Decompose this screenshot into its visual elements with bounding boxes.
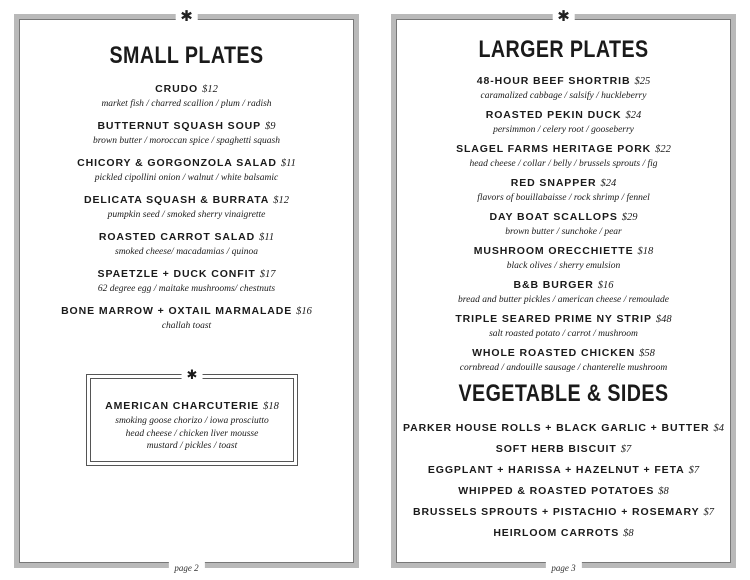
item-price: $17	[259, 269, 276, 280]
item-name: AMERICAN CHARCUTERIE	[105, 400, 260, 412]
side-item	[397, 417, 730, 438]
item-description: brown butter / moroccan spice / spaghetti squash	[93, 136, 280, 146]
item-description: challah toast	[161, 321, 212, 331]
item-name: BUTTERNUT SQUASH SOUP	[97, 120, 262, 132]
item-price: $16	[296, 306, 312, 317]
item-price: $16	[597, 280, 614, 291]
item-description: flavors of bouillabaisse / rock shrimp / fennel	[477, 193, 650, 203]
menu-item	[397, 310, 730, 341]
menu-page-right	[391, 7, 736, 573]
item-price: $7	[688, 465, 700, 476]
item-name: 48-HOUR BEEF SHORTRIB	[476, 75, 631, 87]
item-description: bread and butter pickles / american cheese / remoulade	[458, 295, 669, 305]
item-price: $24	[625, 110, 642, 121]
section-title-vegetable-sides: VEGETABLE & SIDES	[458, 380, 669, 407]
item-price: $18	[263, 401, 279, 412]
item-price: $24	[600, 178, 617, 189]
menu-item	[20, 154, 353, 185]
star-icon: ✱	[552, 7, 575, 25]
item-description: head cheese / chicken liver mousse	[125, 428, 259, 439]
charcuterie-inner	[90, 368, 294, 462]
item-name: ROASTED PEKIN DUCK	[485, 109, 622, 121]
menu-page-left	[14, 7, 359, 573]
item-description: smoked cheese/ macadamias / quinoa	[115, 247, 258, 257]
item-price: $29	[621, 212, 638, 223]
item-description: black olives / sherry emulsion	[506, 261, 621, 271]
item-name: BONE MARROW + OXTAIL MARMALADE	[61, 305, 293, 317]
item-description: cornbread / andouille sausage / chanterelle mushroom	[459, 363, 668, 373]
item-description: mustard / pickles / toast	[146, 441, 238, 451]
menu-item	[20, 265, 353, 296]
item-price: $7	[620, 444, 632, 455]
side-item	[397, 522, 730, 543]
menu-item	[20, 302, 353, 333]
item-price: $48	[655, 314, 672, 325]
item-price: $25	[634, 76, 651, 87]
charcuterie-box	[86, 368, 298, 466]
menu-item	[20, 191, 353, 222]
item-price: $11	[259, 232, 275, 243]
star-icon: ✱	[182, 368, 203, 384]
item-name: ROASTED CARROT SALAD	[98, 231, 256, 243]
menu-item	[20, 117, 353, 148]
side-item	[397, 438, 730, 459]
item-name: SPAETZLE + DUCK CONFIT	[97, 268, 256, 280]
item-name: BRUSSELS SPROUTS + PISTACHIO + ROSEMARY	[412, 506, 700, 518]
item-price: $8	[623, 528, 634, 539]
item-name: PARKER HOUSE ROLLS + BLACK GARLIC + BUTTER	[402, 422, 710, 434]
sides-list	[397, 417, 730, 543]
side-item	[397, 501, 730, 522]
item-name: DAY BOAT SCALLOPS	[489, 211, 618, 223]
item-name: HEIRLOOM CARROTS	[493, 527, 620, 539]
item-name: WHOLE ROASTED CHICKEN	[472, 347, 636, 359]
small-plates-list	[20, 80, 353, 339]
item-name: CRUDO	[155, 83, 199, 95]
item-price: $18	[637, 246, 654, 257]
page-number: page 2	[168, 562, 204, 574]
menu-item	[397, 106, 730, 137]
item-name: MUSHROOM ORECCHIETTE	[473, 245, 634, 257]
item-name: CHICORY & GORGONZOLA SALAD	[77, 157, 277, 169]
menu-item	[397, 140, 730, 171]
item-name: RED SNAPPER	[510, 177, 597, 189]
item-price: $4	[713, 423, 725, 434]
item-price: $12	[273, 195, 289, 206]
item-description: 62 degree egg / maitake mushrooms/ chestnuts	[97, 284, 276, 294]
page-number: page 3	[545, 562, 581, 574]
item-description: market fish / charred scallion / plum / radish	[101, 99, 272, 109]
item-description: brown butter / sunchoke / pear	[505, 227, 622, 237]
item-name: B&B BURGER	[513, 279, 594, 291]
menu-item	[397, 242, 730, 273]
menu-item	[397, 174, 730, 205]
menu-item	[397, 344, 730, 375]
item-name: DELICATA SQUASH & BURRATA	[84, 194, 270, 206]
menu-item	[397, 208, 730, 239]
section-title-small-plates: SMALL PLATES	[109, 42, 264, 69]
item-name: TRIPLE SEARED PRIME NY STRIP	[455, 313, 652, 325]
side-item	[397, 480, 730, 501]
larger-plates-list	[397, 72, 730, 378]
item-name: SLAGEL FARMS HERITAGE PORK	[456, 143, 652, 155]
item-price: $8	[658, 486, 669, 497]
item-price: $11	[280, 158, 296, 169]
menu-item	[397, 276, 730, 307]
item-description: pumpkin seed / smoked sherry vinaigrette	[107, 210, 266, 220]
item-price: $9	[265, 121, 276, 132]
item-description: caramalized cabbage / salsify / huckleberry	[480, 91, 647, 101]
item-description: head cheese / collar / belly / brussels sprouts / fig	[469, 159, 658, 169]
item-description: pickled cipollini onion / walnut / white balsamic	[94, 173, 279, 183]
item-description: smoking goose chorizo / iowa prosciutto	[115, 416, 269, 426]
item-price: $22	[655, 144, 671, 155]
item-name: EGGPLANT + HARISSA + HAZELNUT + FETA	[427, 464, 685, 476]
item-description: salt roasted potato / carrot / mushroom	[489, 329, 638, 339]
item-name: SOFT HERB BISCUIT	[495, 443, 617, 455]
page-right-inner	[396, 7, 731, 573]
item-price: $12	[202, 84, 218, 95]
item-name: WHIPPED & ROASTED POTATOES	[458, 485, 655, 497]
item-price: $58	[639, 348, 655, 359]
item-price: $7	[703, 507, 715, 518]
menu-item	[20, 228, 353, 259]
item-description: persimmon / celery root / gooseberry	[493, 125, 634, 135]
side-item	[397, 459, 730, 480]
menu-item	[397, 72, 730, 103]
page-left-inner	[19, 7, 354, 573]
menu-item	[20, 80, 353, 111]
star-icon: ✱	[175, 7, 198, 25]
section-title-larger-plates: LARGER PLATES	[478, 36, 649, 63]
